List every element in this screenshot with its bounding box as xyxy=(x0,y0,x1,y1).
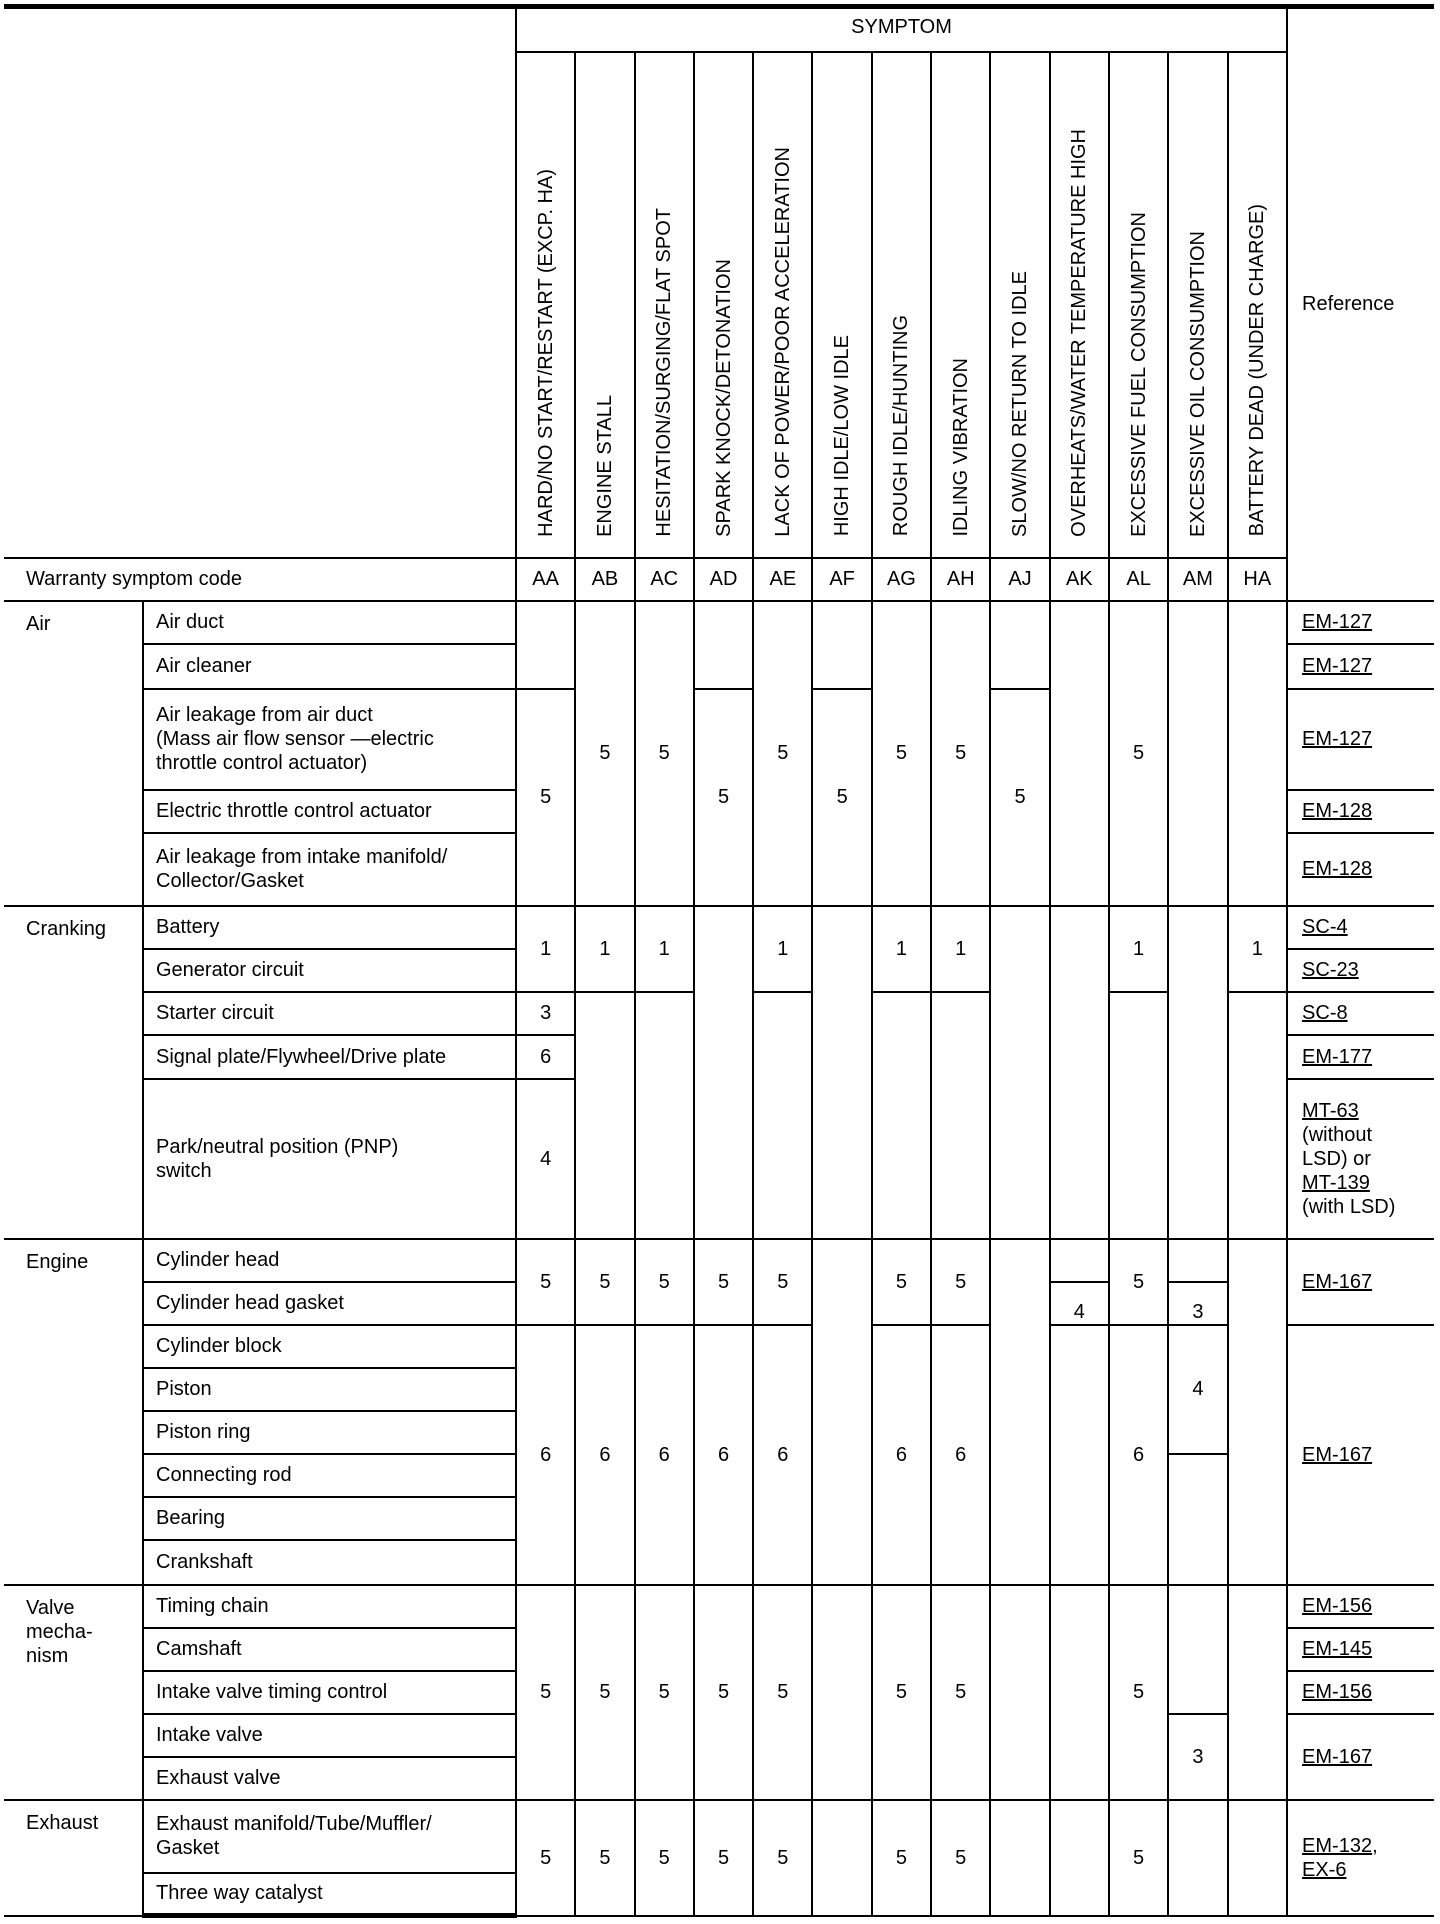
warranty-code: AA xyxy=(516,558,575,601)
symptom-value-cell: 1 xyxy=(931,906,990,992)
symptom-value-cell xyxy=(872,992,931,1239)
warranty-code: AG xyxy=(872,558,931,601)
item-cell: Intake valve xyxy=(143,1714,516,1757)
symptom-value-cell: 5 xyxy=(872,1800,931,1916)
item-cell: Connecting rod xyxy=(143,1454,516,1497)
symptom-value-cell xyxy=(1050,1325,1109,1585)
symptom-column-header xyxy=(1050,52,1109,558)
reference-link[interactable]: EM-177 xyxy=(1302,1045,1373,1068)
warranty-code: AL xyxy=(1109,558,1168,601)
symptom-value-cell xyxy=(812,1585,871,1800)
symptom-value-cell: 4 xyxy=(1050,1282,1109,1325)
symptom-value-cell: 1 xyxy=(575,906,634,992)
symptom-value-cell xyxy=(1050,1800,1109,1916)
symptom-value-cell: 5 xyxy=(1109,1585,1168,1800)
reference-link[interactable]: EM-156 xyxy=(1302,1595,1373,1617)
symptom-value-cell: 5 xyxy=(753,1800,812,1916)
item-cell: Piston ring xyxy=(143,1411,516,1454)
symptom-label: SLOW/NO RETURN TO IDLE xyxy=(1009,270,1032,537)
symptom-column-header xyxy=(516,52,575,558)
symptom-value-cell xyxy=(575,992,634,1239)
item-cell: Bearing xyxy=(143,1497,516,1540)
symptom-value-cell xyxy=(990,906,1049,1239)
symptom-value-cell: 3 xyxy=(516,992,575,1035)
symptom-value-cell: 5 xyxy=(575,601,634,906)
symptom-value-cell xyxy=(1168,1800,1227,1916)
symptom-value-cell: 1 xyxy=(1109,906,1168,992)
item-cell: Exhaust valve xyxy=(143,1757,516,1800)
table-row xyxy=(4,1800,1434,1873)
symptom-value-cell xyxy=(812,1800,871,1916)
symptom-value-cell xyxy=(1050,906,1109,1239)
symptom-column-header xyxy=(812,52,871,558)
warranty-code: AD xyxy=(694,558,753,601)
symptom-column-header xyxy=(872,52,931,558)
symptom-value-cell xyxy=(1168,906,1227,1239)
symptom-value-cell xyxy=(1050,1239,1109,1282)
item-cell: Cylinder head xyxy=(143,1239,516,1282)
symptom-value-cell: 6 xyxy=(753,1325,812,1585)
symptom-value-cell xyxy=(1168,601,1227,906)
symptom-value-cell xyxy=(990,1585,1049,1800)
reference-cell xyxy=(1287,1671,1434,1714)
symptom-value-cell xyxy=(1168,1454,1227,1585)
symptom-value-cell: 5 xyxy=(575,1239,634,1325)
symptom-value-cell: 5 xyxy=(931,1585,990,1800)
reference-link[interactable]: EM-128 xyxy=(1302,858,1373,880)
item-cell: Timing chain xyxy=(143,1585,516,1628)
symptom-value-cell: 6 xyxy=(872,1325,931,1585)
reference-link[interactable]: SC-23 xyxy=(1302,959,1359,981)
table-row xyxy=(4,601,1434,644)
symptom-column-header xyxy=(753,52,812,558)
reference-cell xyxy=(1287,689,1434,790)
symptom-value-cell: 6 xyxy=(931,1325,990,1585)
reference-link[interactable]: EM-167 xyxy=(1302,1745,1373,1768)
symptom-label: HARD/NO START/RESTART (EXCP. HA) xyxy=(534,168,557,537)
symptom-value-cell: 5 xyxy=(1109,601,1168,906)
symptom-value-cell xyxy=(1228,1585,1287,1800)
warranty-code-label: Warranty symptom code xyxy=(4,558,516,601)
symptom-value-cell: 5 xyxy=(516,1239,575,1325)
symptom-column-header xyxy=(635,52,694,558)
symptom-column-header xyxy=(694,52,753,558)
item-cell: Signal plate/Flywheel/Drive plate xyxy=(143,1035,516,1079)
symptom-value-cell: 5 xyxy=(753,1239,812,1325)
symptom-value-cell xyxy=(812,906,871,1239)
reference-link[interactable]: SC-8 xyxy=(1302,1002,1348,1024)
symptom-column-header xyxy=(1168,52,1227,558)
reference-cell xyxy=(1287,833,1434,906)
symptom-value-cell: 4 xyxy=(1168,1325,1227,1454)
symptom-value-cell: 6 xyxy=(635,1325,694,1585)
diagnosis-symptom-table xyxy=(4,4,1434,1918)
reference-link[interactable]: MT-63 xyxy=(1302,1099,1359,1122)
table-row xyxy=(4,1585,1434,1628)
item-cell: Starter circuit xyxy=(143,992,516,1035)
symptom-value-cell: 5 xyxy=(753,1585,812,1800)
reference-link[interactable]: EM-127 xyxy=(1302,655,1373,677)
reference-cell xyxy=(1287,644,1434,689)
symptom-value-cell xyxy=(1228,1800,1287,1916)
symptom-value-cell: 5 xyxy=(635,1585,694,1800)
symptom-value-cell: 5 xyxy=(694,1239,753,1325)
symptom-column-header xyxy=(575,52,634,558)
warranty-code: AB xyxy=(575,558,634,601)
symptom-label: ROUGH IDLE/HUNTING xyxy=(890,315,913,537)
symptom-value-cell: 6 xyxy=(1109,1325,1168,1585)
symptom-value-cell: 5 xyxy=(872,1239,931,1325)
item-cell: Air leakage from intake manifold/ Collector/Gasket xyxy=(143,833,516,906)
category-cell: Air xyxy=(4,601,143,906)
item-cell: Air duct xyxy=(143,601,516,644)
symptom-value-cell xyxy=(1168,1239,1227,1282)
symptom-column-header xyxy=(990,52,1049,558)
warranty-code: AM xyxy=(1168,558,1227,601)
symptom-label: EXCESSIVE FUEL CONSUMPTION xyxy=(1127,211,1150,537)
symptom-column-header xyxy=(931,52,990,558)
symptom-value-cell xyxy=(753,992,812,1239)
warranty-code: HA xyxy=(1228,558,1287,601)
symptom-value-cell: 5 xyxy=(931,1800,990,1916)
symptom-value-cell xyxy=(694,906,753,1239)
symptom-label: EXCESSIVE OIL CONSUMPTION xyxy=(1186,230,1209,537)
symptom-value-cell: 1 xyxy=(635,906,694,992)
symptom-value-cell xyxy=(694,601,753,689)
symptom-value-cell xyxy=(990,601,1049,689)
reference-cell xyxy=(1287,601,1434,644)
symptom-value-cell: 5 xyxy=(635,1800,694,1916)
symptom-value-cell xyxy=(1050,601,1109,906)
item-cell: Crankshaft xyxy=(143,1540,516,1585)
reference-cell xyxy=(1287,1800,1434,1916)
reference-cell xyxy=(1287,1628,1434,1671)
reference-cell xyxy=(1287,1585,1434,1628)
reference-cell xyxy=(1287,1714,1434,1800)
symptom-value-cell: 3 xyxy=(1168,1714,1227,1800)
symptom-value-cell xyxy=(812,601,871,689)
warranty-code: AJ xyxy=(990,558,1049,601)
item-cell: Intake valve timing control xyxy=(143,1671,516,1714)
reference-cell xyxy=(1287,1079,1434,1239)
category-cell: Exhaust xyxy=(4,1800,143,1916)
symptom-value-cell: 1 xyxy=(516,906,575,992)
reference-link[interactable]: EM-127 xyxy=(1302,728,1373,750)
symptom-value-cell xyxy=(1228,992,1287,1239)
reference-cell xyxy=(1287,992,1434,1035)
symptom-value-cell xyxy=(931,992,990,1239)
item-cell: Generator circuit xyxy=(143,949,516,992)
category-cell: Cranking xyxy=(4,906,143,1239)
symptom-column-header xyxy=(1228,52,1287,558)
item-cell: Air cleaner xyxy=(143,644,516,689)
symptom-value-cell: 5 xyxy=(575,1585,634,1800)
symptom-value-cell: 5 xyxy=(872,1585,931,1800)
reference-link[interactable]: SC-4 xyxy=(1302,916,1348,938)
header-blank-cell xyxy=(4,7,516,558)
symptom-value-cell: 5 xyxy=(516,689,575,906)
symptom-value-cell: 5 xyxy=(990,689,1049,906)
item-cell: Exhaust manifold/Tube/Muffler/ Gasket xyxy=(143,1800,516,1873)
symptom-value-cell: 6 xyxy=(575,1325,634,1585)
symptom-label: HESITATION/SURGING/FLAT SPOT xyxy=(653,207,676,537)
symptom-value-cell: 5 xyxy=(694,689,753,906)
reference-cell xyxy=(1287,1325,1434,1585)
reference-note: , xyxy=(1372,1834,1378,1857)
symptom-value-cell xyxy=(990,1239,1049,1585)
reference-note: (without LSD) or xyxy=(1302,1123,1373,1170)
reference-link[interactable]: MT-139 xyxy=(1302,1171,1370,1194)
symptom-value-cell: 6 xyxy=(516,1325,575,1585)
item-cell: Air leakage from air duct (Mass air flow sensor —electric throttle control actuator) xyxy=(143,689,516,790)
reference-link[interactable]: EM-132 xyxy=(1302,1834,1373,1857)
item-cell: Electric throttle control actuator xyxy=(143,790,516,833)
symptom-label: LACK OF POWER/POOR ACCELERATION xyxy=(771,146,794,537)
reference-link[interactable]: EM-127 xyxy=(1302,611,1373,633)
symptom-value-cell: 5 xyxy=(516,1800,575,1916)
item-cell: Cylinder block xyxy=(143,1325,516,1368)
symptom-value-cell: 1 xyxy=(753,906,812,992)
symptom-value-cell: 5 xyxy=(635,1239,694,1325)
table-row xyxy=(4,1325,1434,1368)
warranty-code: AF xyxy=(812,558,871,601)
symptom-value-cell: 5 xyxy=(1109,1800,1168,1916)
symptom-value-cell: 5 xyxy=(931,601,990,906)
symptom-value-cell xyxy=(812,1239,871,1585)
symptom-value-cell: 5 xyxy=(575,1800,634,1916)
reference-link[interactable]: EM-167 xyxy=(1302,1270,1373,1293)
reference-note: (with LSD) xyxy=(1302,1195,1396,1218)
symptom-value-cell xyxy=(516,601,575,689)
category-cell: Valve mecha- nism xyxy=(4,1585,143,1800)
symptom-value-cell: 1 xyxy=(1228,906,1287,992)
reference-cell xyxy=(1287,790,1434,833)
reference-link[interactable]: EM-167 xyxy=(1302,1443,1373,1466)
symptom-value-cell: 4 xyxy=(516,1079,575,1239)
symptom-value-cell: 1 xyxy=(872,906,931,992)
symptom-value-cell xyxy=(1050,1585,1109,1800)
symptom-value-cell xyxy=(990,1800,1049,1916)
table-row xyxy=(4,1239,1434,1282)
reference-cell xyxy=(1287,906,1434,949)
item-cell: Camshaft xyxy=(143,1628,516,1671)
item-cell: Three way catalyst xyxy=(143,1873,516,1916)
reference-link[interactable]: EM-128 xyxy=(1302,800,1373,822)
symptom-value-cell: 5 xyxy=(872,601,931,906)
symptom-value-cell: 5 xyxy=(1109,1239,1168,1325)
symptom-header: SYMPTOM xyxy=(516,7,1287,52)
symptom-value-cell: 5 xyxy=(516,1585,575,1800)
symptom-value-cell: 6 xyxy=(516,1035,575,1079)
warranty-code: AK xyxy=(1050,558,1109,601)
item-cell: Battery xyxy=(143,906,516,949)
warranty-code: AC xyxy=(635,558,694,601)
symptom-value-cell: 5 xyxy=(635,601,694,906)
reference-cell xyxy=(1287,1035,1434,1079)
symptom-value-cell: 5 xyxy=(694,1585,753,1800)
item-cell: Cylinder head gasket xyxy=(143,1282,516,1325)
symptom-column-header xyxy=(1109,52,1168,558)
symptom-label: IDLING VIBRATION xyxy=(949,357,972,537)
reference-link[interactable]: EM-156 xyxy=(1302,1681,1373,1703)
symptom-value-cell: 5 xyxy=(694,1800,753,1916)
reference-link[interactable]: EM-145 xyxy=(1302,1638,1373,1660)
symptom-value-cell: 3 xyxy=(1168,1282,1227,1325)
symptom-value-cell xyxy=(1109,992,1168,1239)
reference-cell xyxy=(1287,949,1434,992)
item-cell: Park/neutral position (PNP) switch xyxy=(143,1079,516,1239)
symptom-value-cell: 5 xyxy=(812,689,871,906)
symptom-value-cell xyxy=(635,992,694,1239)
reference-header: Reference xyxy=(1287,7,1434,601)
symptom-value-cell: 5 xyxy=(753,601,812,906)
symptom-value-cell xyxy=(1228,1239,1287,1585)
reference-cell xyxy=(1287,1239,1434,1325)
symptom-label: ENGINE STALL xyxy=(593,394,616,537)
category-cell: Engine xyxy=(4,1239,143,1585)
symptom-label: HIGH IDLE/LOW IDLE xyxy=(831,335,854,537)
reference-link[interactable]: EX-6 xyxy=(1302,1858,1347,1881)
symptom-value-cell xyxy=(1168,1585,1227,1714)
symptom-label: SPARK KNOCK/DETONATION xyxy=(712,258,735,537)
warranty-code: AE xyxy=(753,558,812,601)
item-cell: Piston xyxy=(143,1368,516,1411)
symptom-label: BATTERY DEAD (UNDER CHARGE) xyxy=(1246,204,1269,537)
warranty-code: AH xyxy=(931,558,990,601)
symptom-label: OVERHEATS/WATER TEMPERATURE HIGH xyxy=(1068,128,1091,537)
table-row xyxy=(4,906,1434,949)
symptom-value-cell xyxy=(1228,601,1287,906)
symptom-value-cell: 5 xyxy=(931,1239,990,1325)
symptom-value-cell: 6 xyxy=(694,1325,753,1585)
